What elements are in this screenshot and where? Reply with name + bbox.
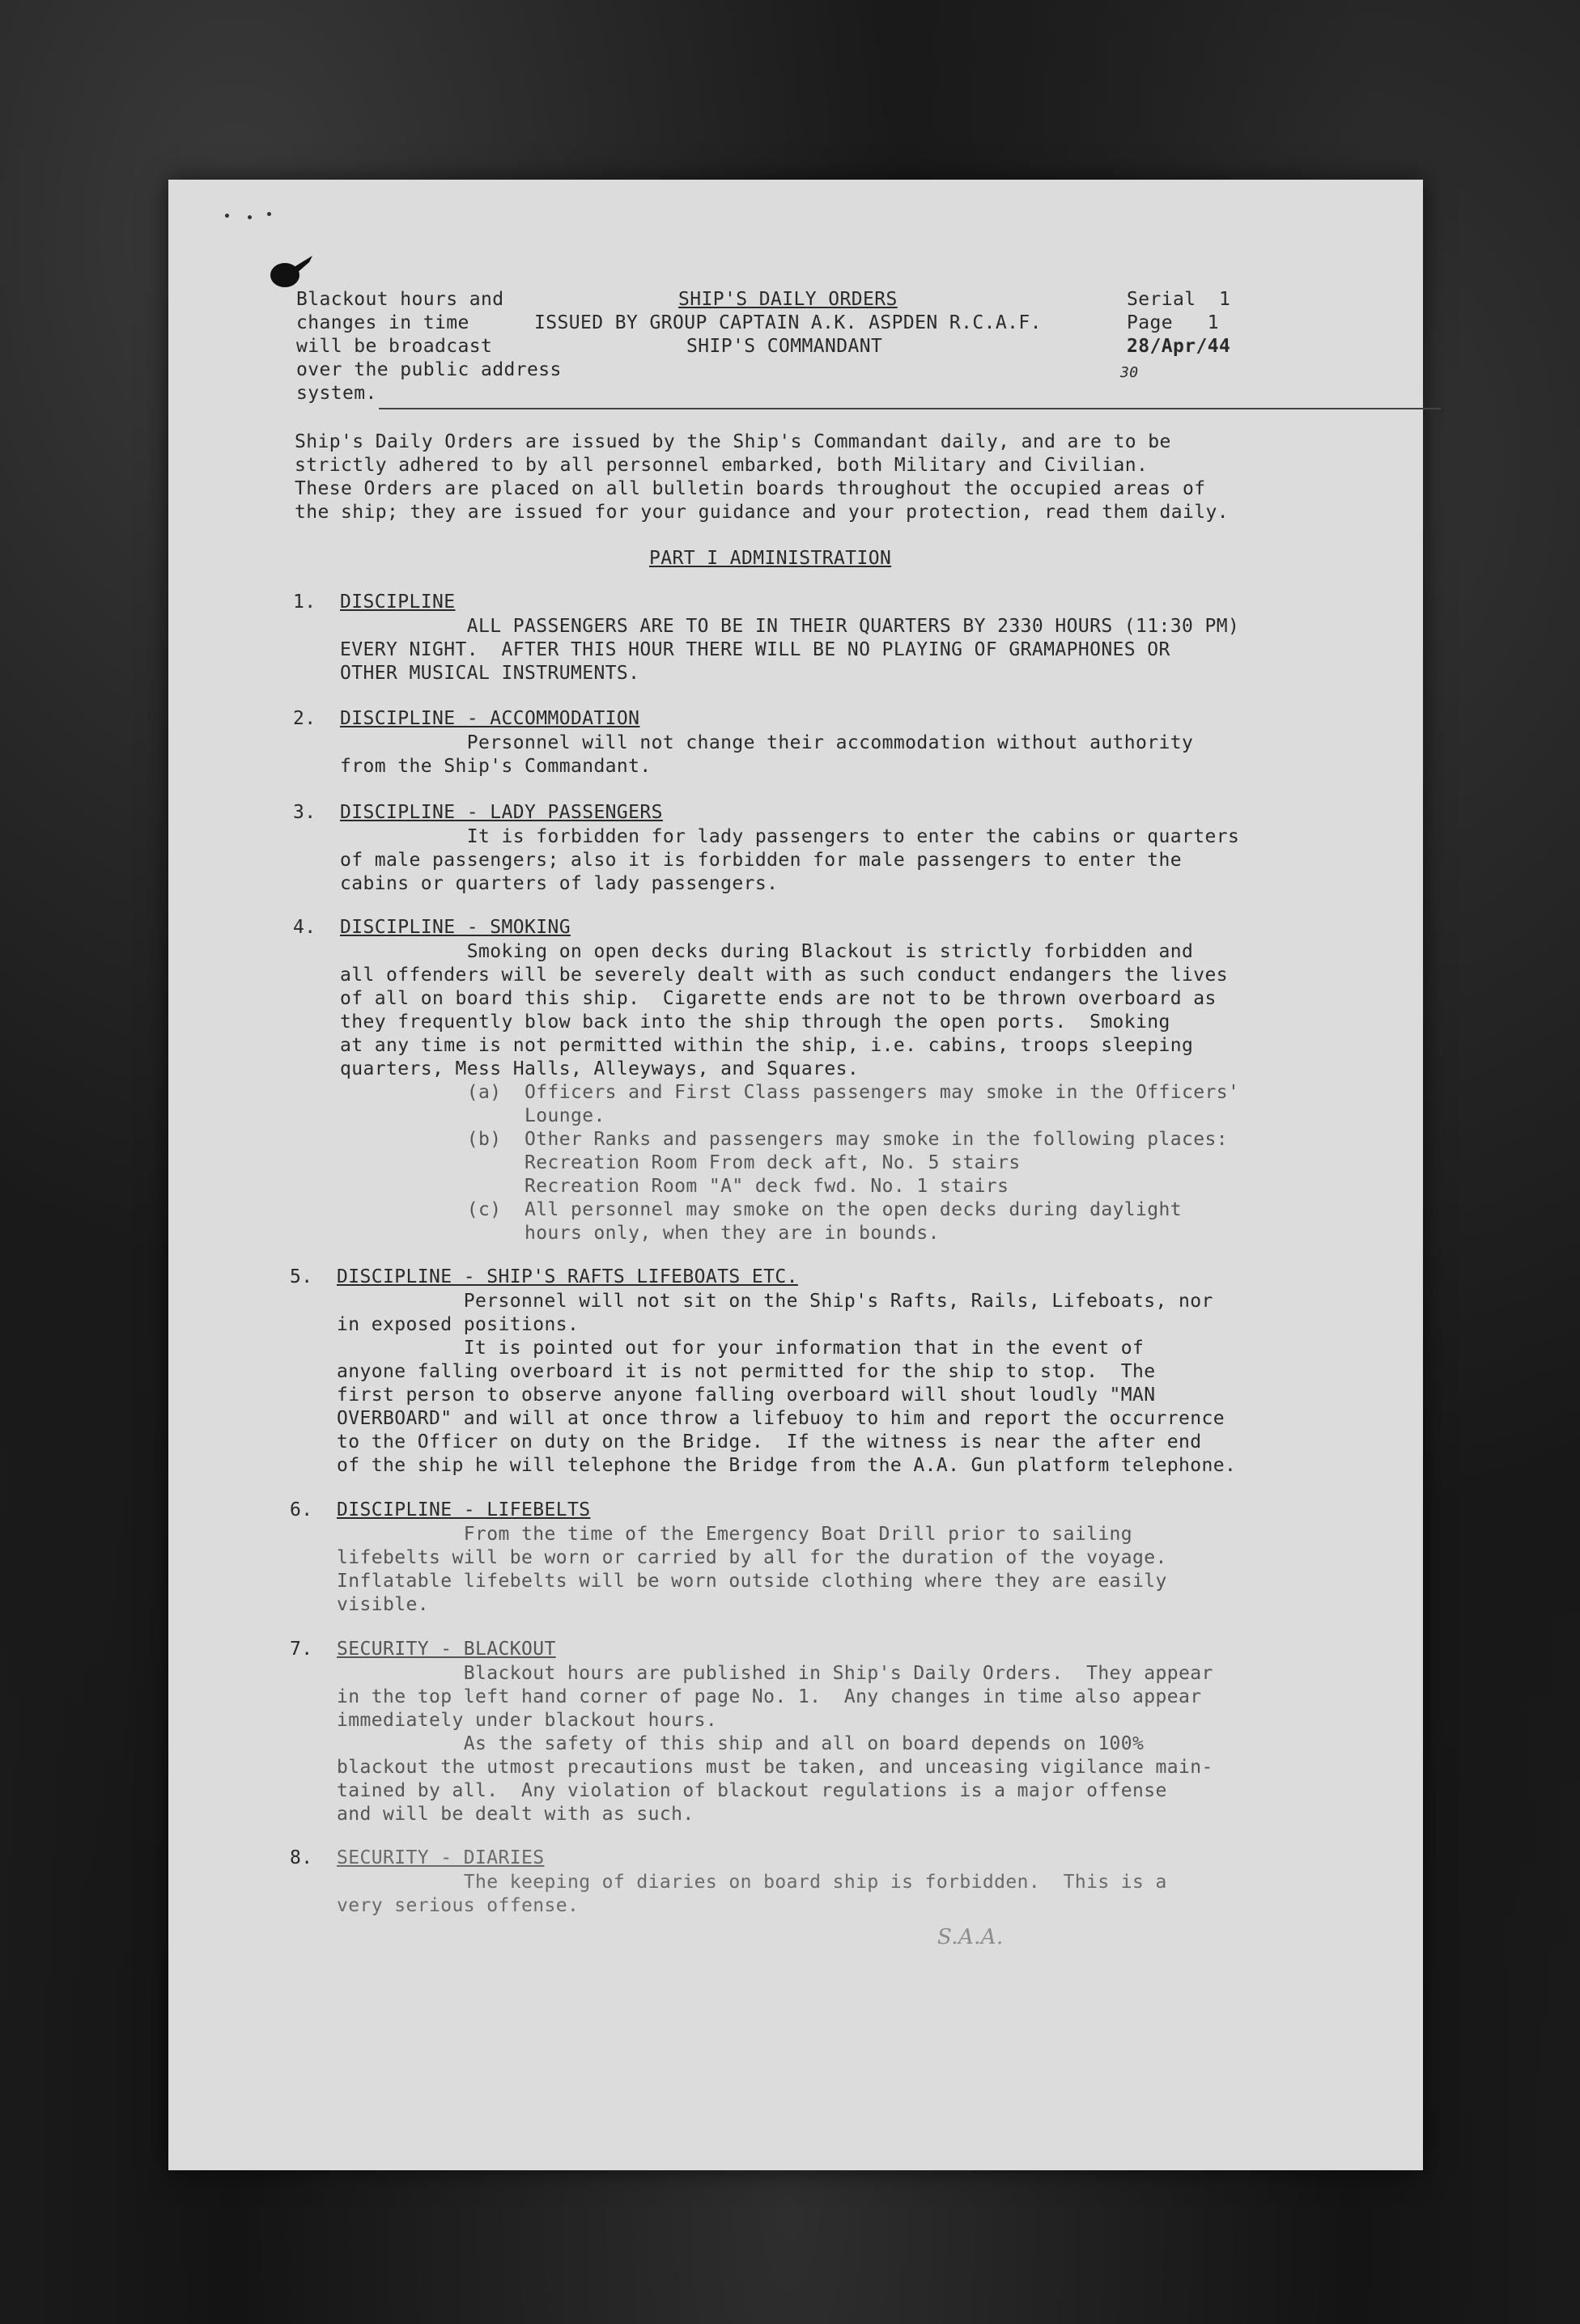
section-number: 8.: [290, 1847, 313, 1868]
section-line: (b) Other Ranks and passengers may smoke in the following places:: [340, 1129, 1229, 1150]
section-line: at any time is not permitted within the ship, i.e. cabins, troops sleeping: [340, 1035, 1194, 1056]
section-line: cabins or quarters of lady passengers.: [340, 873, 779, 894]
issued-by: ISSUED BY GROUP CAPTAIN A.K. ASPDEN R.C.A.F.: [534, 312, 1042, 333]
section-line: As the safety of this ship and all on board depends on 100%: [337, 1733, 1145, 1754]
section-line: Personnel will not sit on the Ship's Rafts, Rails, Lifeboats, nor: [337, 1291, 1213, 1312]
blackout-note-line: will be broadcast: [296, 336, 493, 357]
section-line: anyone falling overboard it is not permitted for the ship to stop. The: [337, 1361, 1156, 1382]
section-line: very serious offense.: [337, 1895, 580, 1916]
section-heading: SECURITY - DIARIES: [337, 1847, 545, 1868]
section-line: The keeping of diaries on board ship is forbidden. This is a: [337, 1872, 1167, 1893]
section-line: Smoking on open decks during Blackout is strictly forbidden and: [340, 941, 1194, 962]
section-line: hours only, when they are in bounds.: [340, 1223, 940, 1244]
section-number: 4.: [293, 917, 316, 938]
section-heading: DISCIPLINE - LIFEBELTS: [337, 1499, 591, 1520]
section-number: 2.: [293, 708, 316, 729]
section-heading: DISCIPLINE - ACCOMMODATION: [340, 708, 640, 729]
section-line: Recreation Room From deck aft, No. 5 stairs: [340, 1152, 1021, 1173]
document-page: [168, 180, 1423, 2170]
intro-line: strictly adhered to by all personnel embarked, both Military and Civilian.: [295, 455, 1149, 476]
section-number: 5.: [290, 1266, 313, 1287]
section-line: first person to observe anyone falling overboard will shout loudly "MAN: [337, 1385, 1156, 1406]
intro-line: the ship; they are issued for your guidance and your protection, read them daily.: [295, 502, 1230, 523]
section-number: 6.: [290, 1499, 313, 1520]
section-line: in the top left hand corner of page No. 1. Any changes in time also appear: [337, 1686, 1202, 1707]
section-number: 7.: [290, 1639, 313, 1660]
serial-number: Serial 1: [1127, 289, 1231, 310]
section-line: quarters, Mess Halls, Alleyways, and Squares.: [340, 1058, 860, 1079]
section-line: It is forbidden for lady passengers to enter the cabins or quarters: [340, 826, 1240, 847]
section-line: ALL PASSENGERS ARE TO BE IN THEIR QUARTERS BY 2330 HOURS (11:30 PM): [340, 616, 1240, 637]
section-line: from the Ship's Commandant.: [340, 756, 652, 777]
intro-line: Ship's Daily Orders are issued by the Ship's Commandant daily, and are to be: [295, 431, 1171, 452]
section-heading: DISCIPLINE - SMOKING: [340, 917, 571, 938]
section-line: of male passengers; also it is forbidden for male passengers to enter the: [340, 850, 1183, 871]
section-line: and will be dealt with as such.: [337, 1804, 694, 1825]
section-line: (c) All personnel may smoke on the open decks during daylight: [340, 1199, 1183, 1220]
section-line: Blackout hours are published in Ship's Daily Orders. They appear: [337, 1663, 1213, 1684]
section-line: to the Officer on duty on the Bridge. If the witness is near the after end: [337, 1431, 1202, 1452]
page-title: SHIP'S DAILY ORDERS: [678, 289, 898, 310]
blackout-note-line: over the public address: [296, 359, 562, 380]
section-line: OVERBOARD" and will at once throw a lifebuoy to him and report the occurrence: [337, 1408, 1225, 1429]
section-line: visible.: [337, 1594, 429, 1615]
section-line: Recreation Room "A" deck fwd. No. 1 stairs: [340, 1176, 1009, 1197]
section-line: of the ship he will telephone the Bridge from the A.A. Gun platform telephone.: [337, 1455, 1237, 1476]
date-annotation: 30: [1120, 364, 1139, 381]
section-line: OTHER MUSICAL INSTRUMENTS.: [340, 663, 640, 684]
section-heading: DISCIPLINE: [340, 592, 456, 613]
part-title: PART I ADMINISTRATION: [649, 548, 892, 569]
commandant-title: SHIP'S COMMANDANT: [686, 336, 883, 357]
blackout-note-line: Blackout hours and: [296, 289, 504, 310]
signature-initials: S.A.A.: [937, 1925, 1004, 1949]
section-line: they frequently blow back into the ship through the open ports. Smoking: [340, 1011, 1170, 1033]
section-line: (a) Officers and First Class passengers may smoke in the Officers': [340, 1082, 1240, 1103]
section-line: Personnel will not change their accommodation without authority: [340, 732, 1194, 753]
blackout-note-line: changes in time: [296, 312, 469, 333]
section-line: EVERY NIGHT. AFTER THIS HOUR THERE WILL BE NO PLAYING OF GRAMAPHONES OR: [340, 639, 1170, 660]
section-heading: DISCIPLINE - SHIP'S RAFTS LIFEBOATS ETC.: [337, 1266, 798, 1287]
section-number: 1.: [293, 592, 316, 613]
section-line: It is pointed out for your information that in the event of: [337, 1338, 1145, 1359]
section-number: 3.: [293, 802, 316, 823]
section-line: all offenders will be severely dealt with as such conduct endangers the lives: [340, 965, 1229, 986]
section-line: From the time of the Emergency Boat Drill prior to sailing: [337, 1524, 1133, 1545]
page-number: Page 1: [1127, 312, 1219, 333]
section-heading: SECURITY - BLACKOUT: [337, 1639, 556, 1660]
section-line: immediately under blackout hours.: [337, 1710, 718, 1731]
header-rule: [379, 408, 1441, 409]
order-date: 28/Apr/44: [1127, 336, 1231, 357]
section-line: of all on board this ship. Cigarette ends are not to be thrown overboard as: [340, 988, 1217, 1009]
section-line: in exposed positions.: [337, 1314, 580, 1335]
intro-line: These Orders are placed on all bulletin boards throughout the occupied areas of: [295, 478, 1206, 499]
blackout-note-line: system.: [296, 383, 377, 404]
section-heading: DISCIPLINE - LADY PASSENGERS: [340, 802, 663, 823]
section-line: lifebelts will be worn or carried by all for the duration of the voyage.: [337, 1547, 1167, 1568]
section-line: blackout the utmost precautions must be taken, and unceasing vigilance main-: [337, 1757, 1213, 1778]
section-line: Lounge.: [340, 1105, 605, 1126]
section-line: tained by all. Any violation of blackout regulations is a major offense: [337, 1780, 1167, 1801]
section-line: Inflatable lifebelts will be worn outside clothing where they are easily: [337, 1571, 1167, 1592]
